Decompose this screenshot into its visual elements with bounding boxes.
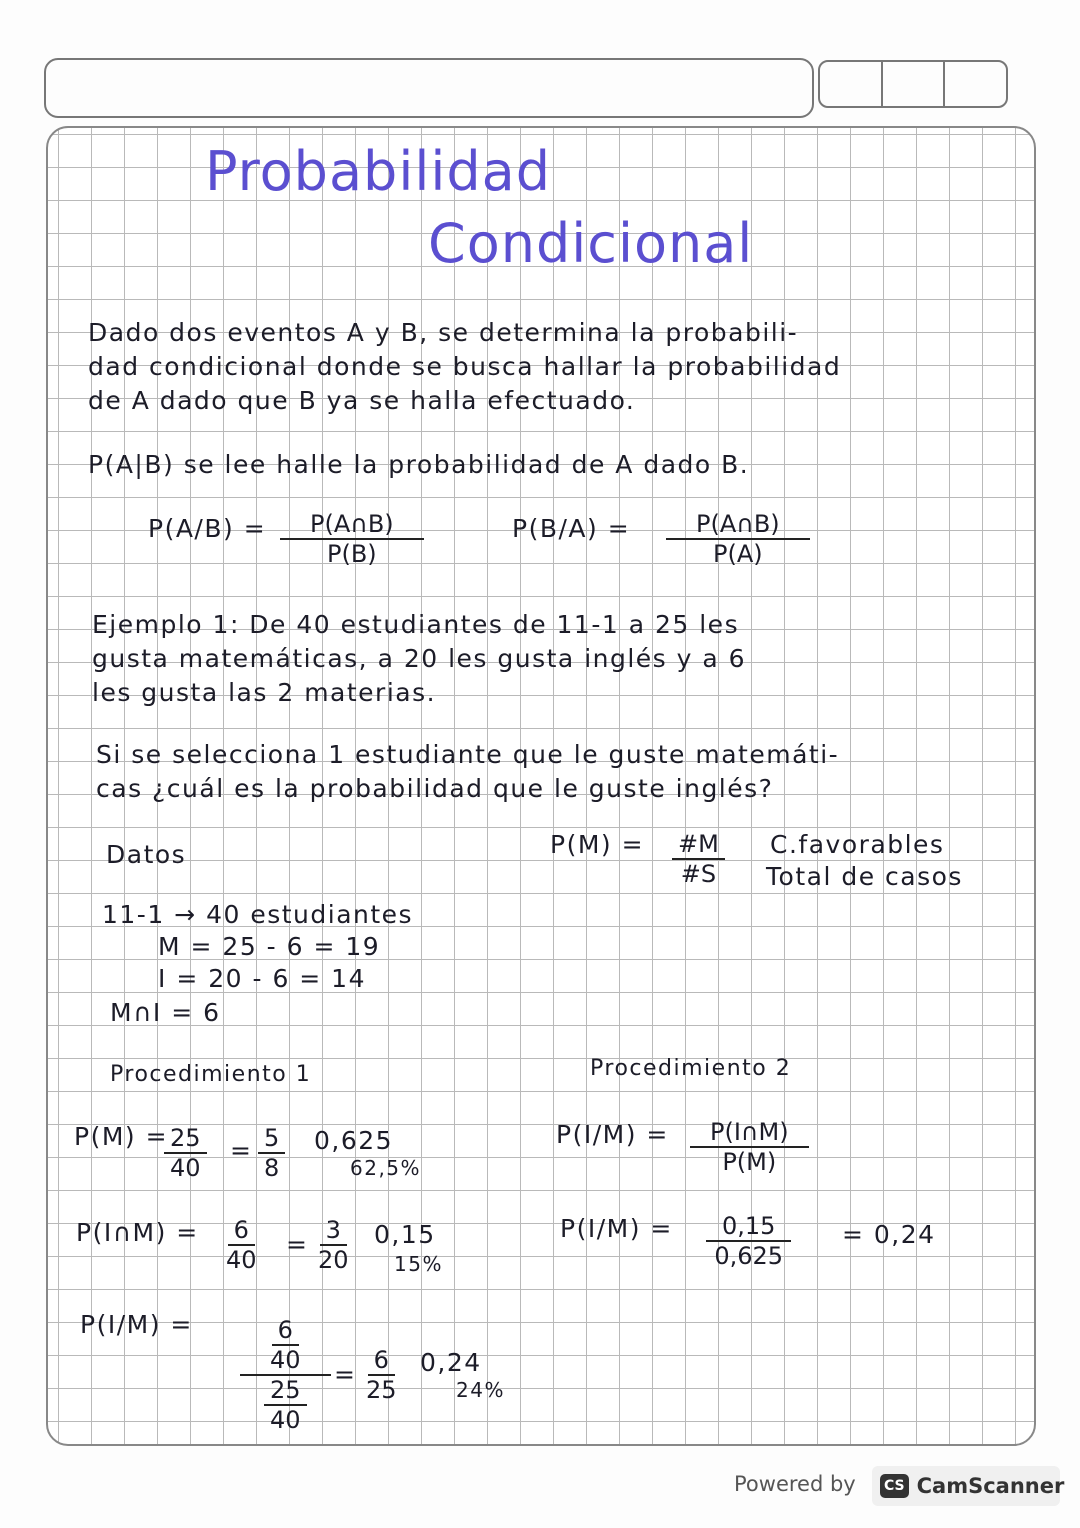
numerator: P(I∩M) — [690, 1118, 809, 1148]
powered-by-text: Powered by — [734, 1472, 856, 1496]
favorable-label: C.favorables — [770, 830, 945, 859]
denominator: #S — [680, 860, 717, 888]
numerator: P(A∩B) — [280, 510, 424, 540]
numerator: #M — [672, 830, 725, 860]
numerator: P(A∩B) — [666, 510, 810, 540]
denominator: 8 — [264, 1154, 280, 1182]
numerator: 0,15 — [706, 1212, 791, 1242]
question-line: cas ¿cuál es la probabilidad que le guste inglés? — [96, 774, 774, 803]
numerator: 5 — [258, 1124, 285, 1154]
proc2-lhs: P(I/M) = — [556, 1120, 669, 1149]
formula-lhs: P(A/B) = — [148, 514, 267, 543]
denominator: 0,625 — [714, 1242, 784, 1270]
intro-reading: P(A|B) se lee halle la probabilidad de A dado B. — [88, 450, 750, 479]
pcond-value: 0,24 — [420, 1348, 482, 1377]
pm-lhs: P(M) = — [74, 1122, 169, 1151]
formula-lhs: P(B/A) = — [512, 514, 631, 543]
intro-line: Dado dos eventos A y B, se determina la probabili- — [88, 318, 799, 347]
pim-value: 0,15 — [374, 1220, 436, 1249]
datos-row: M∩I = 6 — [110, 998, 221, 1027]
camscanner-logo-icon: CS — [880, 1474, 909, 1498]
notebook-date-boxes — [818, 60, 1008, 108]
example-line: gusta matemáticas, a 20 les gusta inglés y a 6 — [92, 644, 747, 673]
pcond-lhs: P(I/M) = — [80, 1310, 193, 1339]
proc2-result: = 0,24 — [842, 1220, 936, 1249]
fraction — [318, 1216, 349, 1274]
question-line: Si se selecciona 1 estudiante que le guste matemáti- — [96, 740, 840, 769]
camscanner-badge — [872, 1466, 1065, 1506]
denominator: 40 — [240, 1346, 331, 1376]
notebook-header-bar — [44, 58, 814, 118]
formula-fraction — [666, 510, 810, 568]
datos-row: I = 20 - 6 = 14 — [158, 964, 366, 993]
denominator: 40 — [170, 1154, 201, 1182]
denominator: 40 — [270, 1406, 301, 1434]
title-line2: Condicional — [428, 212, 754, 275]
fraction — [706, 1212, 791, 1270]
denominator: 40 — [226, 1246, 257, 1274]
compound-fraction — [240, 1316, 331, 1434]
datos-row: M = 25 - 6 = 19 — [158, 932, 381, 961]
numerator: 3 — [320, 1216, 347, 1246]
fraction — [164, 1124, 207, 1182]
numerator: 6 — [368, 1346, 395, 1376]
total-label: Total de casos — [766, 862, 963, 891]
pim-percent: 15% — [394, 1252, 443, 1276]
intro-line: de A dado que B ya se halla efectuado. — [88, 386, 636, 415]
proc2-calc-lhs: P(I/M) = — [560, 1214, 673, 1243]
fraction — [690, 1118, 809, 1176]
example-line: les gusta las 2 materias. — [92, 678, 437, 707]
numerator: 6 — [228, 1216, 255, 1246]
fraction — [226, 1216, 257, 1274]
fraction — [258, 1124, 285, 1182]
procedure-2-label: Procedimiento 2 — [590, 1056, 792, 1081]
formula-fraction — [280, 510, 424, 568]
pcond-percent: 24% — [456, 1378, 505, 1402]
pim-lhs: P(I∩M) = — [76, 1218, 199, 1247]
denominator: 25 — [366, 1376, 397, 1404]
pm-def-lhs: P(M) = — [550, 830, 645, 859]
datos-row: 11-1 → 40 estudiantes — [102, 900, 414, 929]
camscanner-brand: CamScanner — [916, 1474, 1065, 1498]
title-line1: Probabilidad — [205, 140, 551, 203]
example-line: Ejemplo 1: De 40 estudiantes de 11-1 a 25 les — [92, 610, 740, 639]
pm-value: 0,625 — [314, 1126, 394, 1155]
numerator: 25 — [164, 1124, 207, 1154]
intro-line: dad condicional donde se busca hallar la probabilidad — [88, 352, 842, 381]
pm-def-fraction — [672, 830, 725, 888]
procedure-1-label: Procedimiento 1 — [110, 1062, 312, 1087]
denominator: 20 — [318, 1246, 349, 1274]
denominator: P(A) — [713, 540, 763, 568]
numerator: 25 — [264, 1376, 307, 1406]
denominator: P(M) — [722, 1148, 777, 1176]
datos-label: Datos — [106, 840, 187, 869]
pm-percent: 62,5% — [350, 1156, 422, 1180]
fraction — [366, 1346, 397, 1404]
numerator: 6 — [272, 1316, 299, 1346]
denominator: P(B) — [326, 540, 377, 568]
